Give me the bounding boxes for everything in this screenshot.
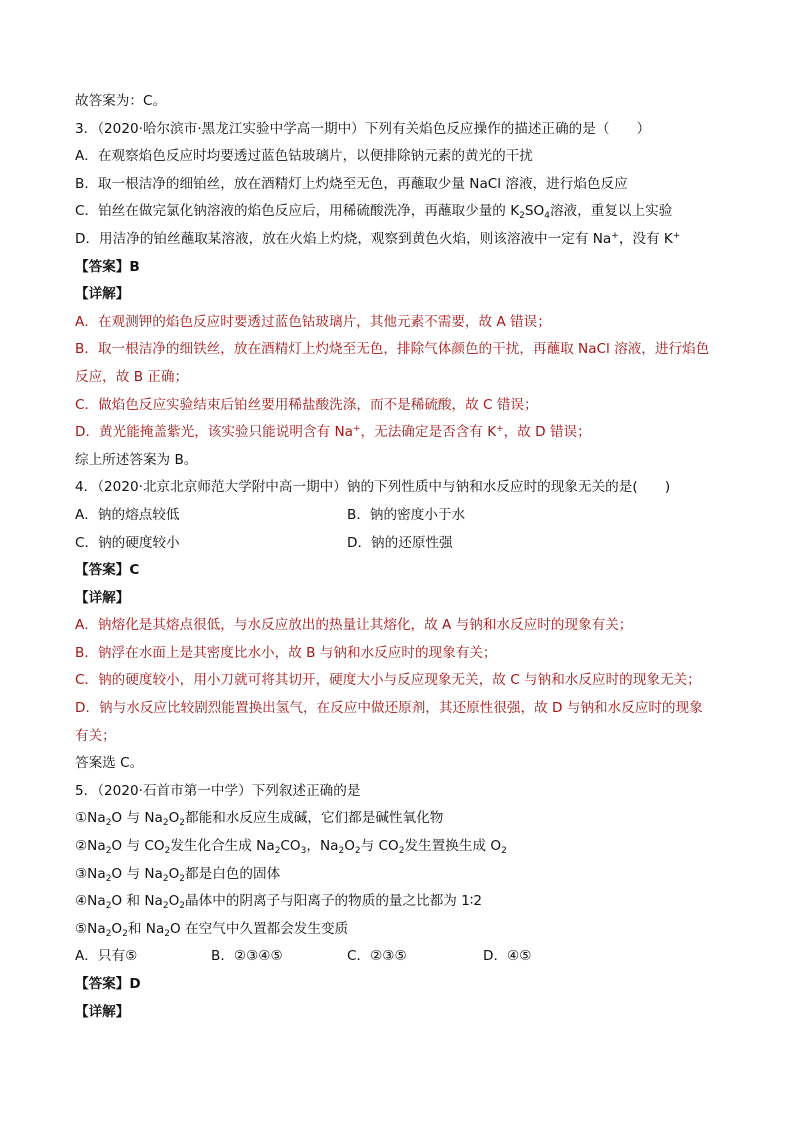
q3-option-c: C．铂丝在做完氯化钠溶液的焰色反应后，用稀硫酸洗净，再蘸取少量的 $K_2SO_4$溶液，重复以上实验 <box>75 203 673 222</box>
q5-statement-1: $①Na_2O$ 与 $Na_2O_2$都能和水反应生成碱，它们都是碱性氧化物 <box>75 810 444 829</box>
q5-statement-5: $⑤Na_2O_2$和 $Na_2O$ 在空气中久置都会发生变质 <box>75 920 349 939</box>
q4-explain-b: B．钠浮在水面上是其密度比水小，故 B 与钠和水反应时的现象有关； <box>75 644 497 661</box>
q5-answer: 【答案】D <box>75 976 141 992</box>
q3-explain-b-cont: 反应，故 B 正确； <box>75 368 189 385</box>
q3-answer: 【答案】B <box>75 258 140 275</box>
q5-detail-heading: 【详解】 <box>75 1003 130 1020</box>
q4-detail-heading: 【详解】 <box>75 589 130 606</box>
q3-explain-d: D．黄光能掩盖紫光，该实验只能说明含有 Na+，无法确定是否含有 K+，故 D 错误； <box>75 424 591 441</box>
document-page <box>75 88 725 1026</box>
q5-statement-2: $②Na_2O$ 与 $CO_2$发生化合生成 $Na_2CO_3$，$Na_2O_2$与 $CO_2$发生置换生成 $O_2$ <box>75 838 507 857</box>
q5-statement-4: $④Na_2O$ 和 $Na_2O_2$晶体中的阴离子与阳离子的物质的量之比都为 1∶2 <box>75 893 483 912</box>
q5-option-d: D．④⑤ <box>483 948 532 965</box>
q4-options-row2 <box>75 530 725 558</box>
previous-answer-conclusion: 故答案为：C。 <box>75 93 167 109</box>
q4-explain-d: D．钠与水反应比较剧烈能置换出氢气，在反应中做还原剂，其还原性很强，故 D 与钠和水反应时的现象 <box>75 700 703 717</box>
q3-stem: 3．（2020·哈尔滨市·黑龙江实验中学高一期中）下列有关焰色反应操作的描述正确的是（ ） <box>75 120 651 137</box>
q4-explain-d-cont: 有关； <box>75 727 116 744</box>
q5-stem: 5．（2020·石首市第一中学）下列叙述正确的是 <box>75 782 361 799</box>
q5-option-b: B．②③④⑤ <box>211 948 283 965</box>
q5-option-c: C．②③⑤ <box>347 948 407 965</box>
q5-statement-3: $③Na_2O$ 与 $Na_2O_2$都是白色的固体 <box>75 865 281 884</box>
q3-option-b: B．取一根洁净的细铂丝，放在酒精灯上灼烧至无色，再蘸取少量 NaCl 溶液，进行焰色反应 <box>75 175 628 192</box>
q5-options-row <box>75 943 725 971</box>
q3-option-d: D．用洁净的铂丝蘸取某溶液，放在火焰上灼烧，观察到黄色火焰，则该溶液中一定有 Na+，没有 K+ <box>75 230 681 247</box>
q3-detail-heading: 【详解】 <box>75 286 130 303</box>
q4-explain-c: C．钠的硬度较小，用小刀就可将其切开，硬度大小与反应现象无关，故 C 与钠和水反应时的现象无关； <box>75 672 701 689</box>
q5-option-a: A．只有⑤ <box>75 948 138 965</box>
q4-options-row1 <box>75 502 725 530</box>
q4-option-c: C．钠的硬度较小 <box>75 534 180 551</box>
q4-answer: 【答案】C <box>75 562 140 579</box>
q3-explain-c: C．做焰色反应实验结束后铂丝要用稀盐酸洗涤，而不是稀硫酸，故 C 错误； <box>75 396 538 413</box>
q3-explain-b: B．取一根洁净的细铁丝，放在酒精灯上灼烧至无色，排除气体颜色的干扰，再蘸取 NaCl 溶液，进行焰色 <box>75 341 710 358</box>
q4-option-d: D．钠的还原性强 <box>347 534 453 551</box>
q4-option-a: A．钠的熔点较低 <box>75 506 180 523</box>
q4-stem: 4．（2020·北京北京师范大学附中高一期中）钠的下列性质中与钠和水反应时的现象无关的是( ) <box>75 479 671 496</box>
q3-explain-a: A．在观测钾的焰色反应时要透过蓝色钴玻璃片，其他元素不需要，故 A 错误； <box>75 313 551 330</box>
q4-summary: 答案选 C。 <box>75 755 144 772</box>
q3-option-a: A．在观察焰色反应时均要透过蓝色钴玻璃片，以便排除钠元素的黄光的干扰 <box>75 148 533 165</box>
q4-explain-a: A．钠熔化是其熔点很低，与水反应放出的热量让其熔化，故 A 与钠和水反应时的现象有关； <box>75 617 633 634</box>
q4-option-b: B．钠的密度小于水 <box>347 506 466 523</box>
q3-summary: 综上所述答案为 B。 <box>75 451 198 468</box>
